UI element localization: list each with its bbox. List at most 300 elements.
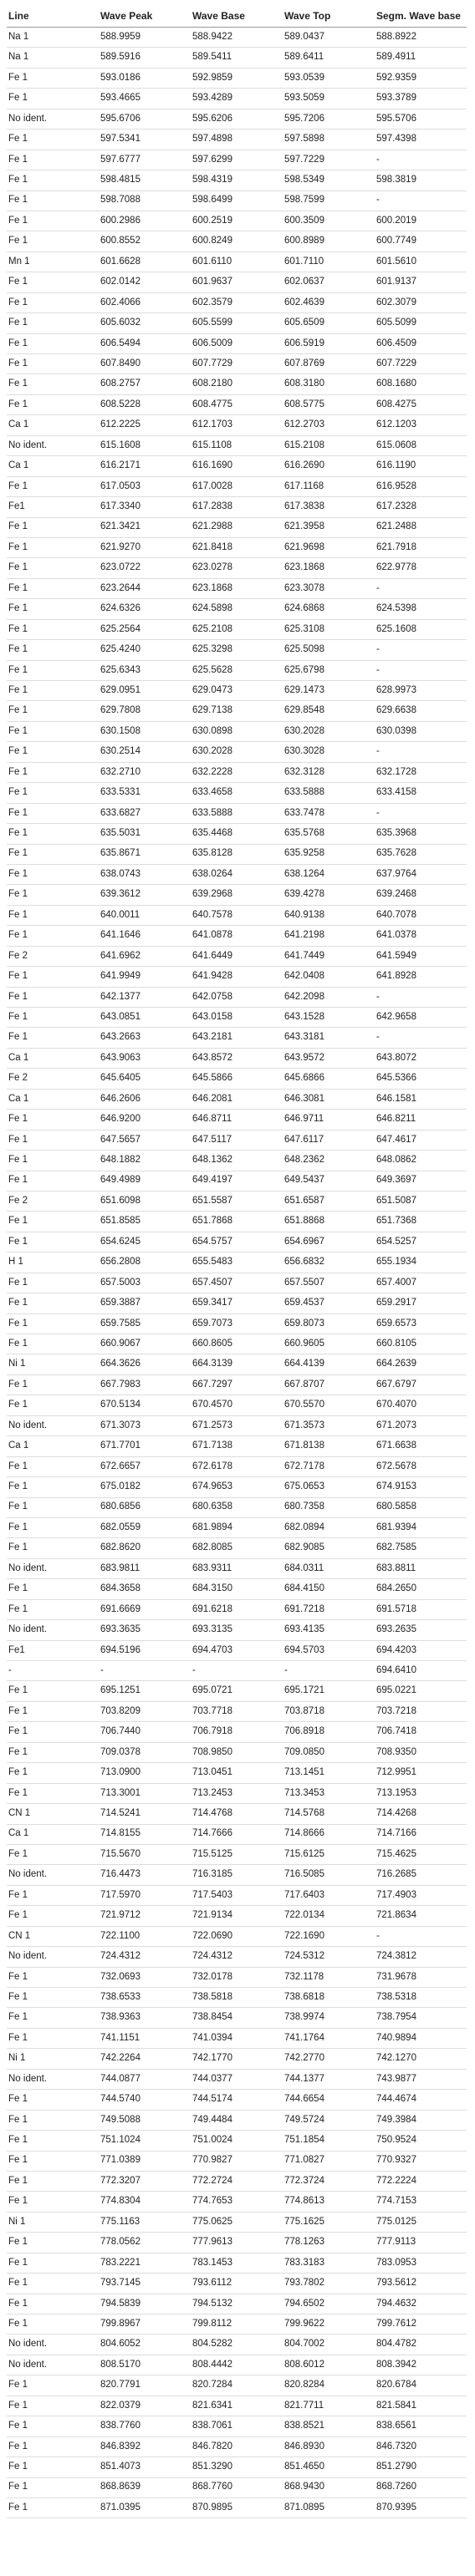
cell-wave-peak: 709.0378 xyxy=(99,1742,191,1762)
column-header-wave-peak: Wave Peak xyxy=(99,5,191,28)
table-row xyxy=(7,272,467,292)
cell-wave-peak: 647.5657 xyxy=(99,1130,191,1150)
cell-line: Fe 1 xyxy=(7,1681,99,1701)
cell-wave-top: 799.9622 xyxy=(283,2314,375,2335)
cell-wave-peak: 671.3073 xyxy=(99,1415,191,1435)
cell-wave-peak: 775.1163 xyxy=(99,2212,191,2232)
cell-wave-peak: 641.6962 xyxy=(99,946,191,966)
cell-line: Fe 1 xyxy=(7,1477,99,1497)
cell-line: Ni 1 xyxy=(7,1354,99,1374)
cell-wave-top: 605.6509 xyxy=(283,313,375,333)
cell-wave-top: 706.8918 xyxy=(283,1722,375,1742)
cell-wave-base: 654.5757 xyxy=(191,1232,283,1252)
cell-wave-peak: 670.5134 xyxy=(99,1395,191,1415)
cell-wave-peak: 621.9270 xyxy=(99,537,191,557)
table-row xyxy=(7,109,467,129)
cell-segm-wave-base: 645.5366 xyxy=(375,1069,467,1089)
cell-segm-wave-base: 605.5099 xyxy=(375,313,467,333)
cell-line: Fe 1 xyxy=(7,967,99,987)
cell-segm-wave-base: 846.7320 xyxy=(375,2436,467,2457)
cell-wave-top: 635.5768 xyxy=(283,824,375,844)
cell-line: Fe 1 xyxy=(7,333,99,353)
cell-line: Mn 1 xyxy=(7,252,99,272)
cell-wave-top: 646.3081 xyxy=(283,1089,375,1109)
table-row xyxy=(7,435,467,455)
cell-wave-base: 630.2028 xyxy=(191,742,283,762)
cell-wave-base: 670.4570 xyxy=(191,1395,283,1415)
table-row xyxy=(7,1517,467,1537)
cell-wave-top: 617.3838 xyxy=(283,497,375,517)
cell-wave-base: 600.2519 xyxy=(191,211,283,231)
cell-line: Fe 1 xyxy=(7,2151,99,2171)
cell-wave-base: 621.8418 xyxy=(191,537,283,557)
cell-segm-wave-base: 612.1203 xyxy=(375,415,467,435)
cell-wave-base: 629.7138 xyxy=(191,701,283,721)
cell-wave-peak: 638.0743 xyxy=(99,864,191,884)
cell-wave-base: 595.6206 xyxy=(191,109,283,129)
cell-wave-base: 724.4312 xyxy=(191,1947,283,1967)
cell-wave-base: 846.7820 xyxy=(191,2436,283,2457)
cell-line: Fe 1 xyxy=(7,1273,99,1293)
cell-wave-peak: 643.0851 xyxy=(99,1008,191,1028)
cell-wave-base: 647.5117 xyxy=(191,1130,283,1150)
cell-wave-base: 629.0473 xyxy=(191,681,283,701)
cell-wave-base: 659.7073 xyxy=(191,1313,283,1334)
table-row xyxy=(7,191,467,211)
cell-segm-wave-base: 671.2073 xyxy=(375,1415,467,1435)
cell-segm-wave-base: 793.5612 xyxy=(375,2274,467,2294)
cell-wave-peak: 629.0951 xyxy=(99,681,191,701)
cell-segm-wave-base: - xyxy=(375,150,467,170)
cell-wave-top: 695.1721 xyxy=(283,1681,375,1701)
cell-wave-top: 641.2198 xyxy=(283,926,375,946)
cell-wave-peak: 868.8639 xyxy=(99,2477,191,2497)
cell-wave-base: 799.8112 xyxy=(191,2314,283,2335)
table-row xyxy=(7,660,467,680)
cell-wave-peak: 605.6032 xyxy=(99,313,191,333)
cell-line: Fe 1 xyxy=(7,701,99,721)
table-row xyxy=(7,456,467,476)
cell-segm-wave-base: 821.5841 xyxy=(375,2396,467,2416)
table-row xyxy=(7,1334,467,1354)
cell-line: Fe 1 xyxy=(7,762,99,782)
cell-wave-base: 593.4289 xyxy=(191,89,283,109)
cell-wave-top: 868.9430 xyxy=(283,2477,375,2497)
cell-wave-top: 612.2703 xyxy=(283,415,375,435)
cell-wave-top: 771.0827 xyxy=(283,2151,375,2171)
cell-wave-base: 870.9895 xyxy=(191,2497,283,2518)
cell-wave-top: 638.1264 xyxy=(283,864,375,884)
table-row xyxy=(7,150,467,170)
cell-segm-wave-base: 717.4903 xyxy=(375,1885,467,1905)
cell-wave-top: 643.9572 xyxy=(283,1048,375,1068)
table-row xyxy=(7,1497,467,1517)
cell-segm-wave-base: 716.2685 xyxy=(375,1865,467,1885)
cell-segm-wave-base: 641.5949 xyxy=(375,946,467,966)
cell-wave-top: 774.8613 xyxy=(283,2192,375,2212)
cell-wave-peak: 597.6777 xyxy=(99,150,191,170)
cell-wave-peak: 588.9959 xyxy=(99,28,191,48)
cell-segm-wave-base: 703.7218 xyxy=(375,1701,467,1721)
cell-segm-wave-base: 731.9678 xyxy=(375,1967,467,1987)
cell-wave-top: 851.4650 xyxy=(283,2457,375,2477)
column-header-wave-top: Wave Top xyxy=(283,5,375,28)
cell-segm-wave-base: 628.9973 xyxy=(375,681,467,701)
table-row xyxy=(7,2028,467,2048)
cell-wave-top: 682.9085 xyxy=(283,1538,375,1558)
cell-wave-base: 625.3298 xyxy=(191,640,283,660)
cell-wave-peak: 695.1251 xyxy=(99,1681,191,1701)
cell-wave-base: 642.0758 xyxy=(191,987,283,1007)
table-row xyxy=(7,885,467,905)
cell-line: No ident. xyxy=(7,435,99,455)
cell-wave-peak: 706.7440 xyxy=(99,1722,191,1742)
cell-wave-base: 649.4197 xyxy=(191,1171,283,1191)
cell-segm-wave-base: 667.6797 xyxy=(375,1374,467,1395)
table-row xyxy=(7,1661,467,1681)
cell-segm-wave-base: 639.2468 xyxy=(375,885,467,905)
cell-wave-base: 744.0377 xyxy=(191,2069,283,2089)
cell-line: Fe 1 xyxy=(7,537,99,557)
cell-wave-peak: 682.0559 xyxy=(99,1517,191,1537)
cell-wave-base: 722.0690 xyxy=(191,1926,283,1946)
cell-wave-base: 641.0878 xyxy=(191,926,283,946)
cell-segm-wave-base: 654.5257 xyxy=(375,1232,467,1252)
cell-segm-wave-base: 630.0398 xyxy=(375,721,467,741)
cell-line: Fe 1 xyxy=(7,2436,99,2457)
cell-line: Fe 1 xyxy=(7,824,99,844)
table-row xyxy=(7,1456,467,1476)
cell-segm-wave-base: 820.6784 xyxy=(375,2375,467,2396)
cell-wave-top: 657.5507 xyxy=(283,1273,375,1293)
table-row xyxy=(7,1681,467,1701)
cell-line: Na 1 xyxy=(7,28,99,48)
cell-segm-wave-base: 683.8811 xyxy=(375,1558,467,1578)
cell-wave-base: 751.0024 xyxy=(191,2131,283,2151)
cell-wave-top: 838.8521 xyxy=(283,2416,375,2436)
cell-line: Fe 1 xyxy=(7,1130,99,1150)
cell-line: Fe 1 xyxy=(7,1763,99,1783)
cell-line: No ident. xyxy=(7,1620,99,1640)
cell-line: Fe 1 xyxy=(7,1988,99,2008)
cell-line: Fe 1 xyxy=(7,130,99,150)
cell-segm-wave-base: 657.4007 xyxy=(375,1273,467,1293)
cell-segm-wave-base: - xyxy=(375,640,467,660)
cell-wave-peak: 714.8155 xyxy=(99,1824,191,1844)
cell-wave-top: 682.0894 xyxy=(283,1517,375,1537)
cell-wave-top: 793.7802 xyxy=(283,2274,375,2294)
cell-wave-top: 691.7218 xyxy=(283,1599,375,1619)
cell-wave-peak: 625.6343 xyxy=(99,660,191,680)
cell-wave-top: 738.9974 xyxy=(283,2008,375,2028)
cell-segm-wave-base: 641.8928 xyxy=(375,967,467,987)
cell-wave-peak: 682.8620 xyxy=(99,1538,191,1558)
cell-line: Fe 1 xyxy=(7,517,99,537)
table-row xyxy=(7,2171,467,2191)
cell-segm-wave-base: 601.5610 xyxy=(375,252,467,272)
cell-segm-wave-base: 601.9137 xyxy=(375,272,467,292)
cell-wave-base: 749.4484 xyxy=(191,2110,283,2130)
column-header-wave-base: Wave Base xyxy=(191,5,283,28)
cell-segm-wave-base: 681.9394 xyxy=(375,1517,467,1537)
cell-wave-base: 659.3417 xyxy=(191,1293,283,1313)
cell-line: Fe 1 xyxy=(7,2233,99,2253)
cell-wave-top: 713.3453 xyxy=(283,1783,375,1803)
cell-line: Fe 1 xyxy=(7,1967,99,1987)
cell-wave-base: 600.8249 xyxy=(191,231,283,252)
cell-wave-peak: 600.2986 xyxy=(99,211,191,231)
table-row xyxy=(7,2457,467,2477)
table-row xyxy=(7,2335,467,2355)
cell-line: Fe 1 xyxy=(7,803,99,823)
table-row xyxy=(7,1232,467,1252)
cell-wave-peak: 602.0142 xyxy=(99,272,191,292)
table-row xyxy=(7,2355,467,2375)
cell-wave-top: 624.6868 xyxy=(283,599,375,619)
cell-wave-base: 717.5403 xyxy=(191,1885,283,1905)
cell-wave-top: 671.3573 xyxy=(283,1415,375,1435)
cell-wave-base: 601.6110 xyxy=(191,252,283,272)
cell-wave-peak: 713.3001 xyxy=(99,1783,191,1803)
cell-segm-wave-base: 637.9764 xyxy=(375,864,467,884)
table-row xyxy=(7,619,467,639)
table-row xyxy=(7,558,467,578)
table-row xyxy=(7,2151,467,2171)
cell-line: Fe 1 xyxy=(7,211,99,231)
cell-wave-base: 632.2228 xyxy=(191,762,283,782)
cell-segm-wave-base: 749.3984 xyxy=(375,2110,467,2130)
cell-wave-top: 660.9605 xyxy=(283,1334,375,1354)
cell-wave-peak: 617.0503 xyxy=(99,476,191,496)
cell-segm-wave-base: 651.7368 xyxy=(375,1212,467,1232)
cell-line: Fe 1 xyxy=(7,2131,99,2151)
cell-wave-base: 691.6218 xyxy=(191,1599,283,1619)
cell-line: Fe 1 xyxy=(7,1742,99,1762)
cell-segm-wave-base: 772.2224 xyxy=(375,2171,467,2191)
cell-wave-peak: 648.1882 xyxy=(99,1151,191,1171)
table-row xyxy=(7,130,467,150)
cell-wave-top: 651.8868 xyxy=(283,1212,375,1232)
table-row xyxy=(7,2090,467,2110)
cell-wave-peak: 846.8392 xyxy=(99,2436,191,2457)
table-row xyxy=(7,2233,467,2253)
cell-segm-wave-base: 600.7749 xyxy=(375,231,467,252)
cell-wave-base: 851.3290 xyxy=(191,2457,283,2477)
table-row xyxy=(7,354,467,374)
cell-wave-base: 605.5599 xyxy=(191,313,283,333)
cell-wave-base: 775.0625 xyxy=(191,2212,283,2232)
cell-wave-base: 624.5898 xyxy=(191,599,283,619)
cell-wave-top: 714.8666 xyxy=(283,1824,375,1844)
cell-wave-peak: 716.4473 xyxy=(99,1865,191,1885)
cell-wave-top: 623.3078 xyxy=(283,578,375,598)
cell-wave-peak: 630.2514 xyxy=(99,742,191,762)
table-row xyxy=(7,762,467,782)
cell-wave-base: 623.1868 xyxy=(191,578,283,598)
cell-wave-peak: 742.2264 xyxy=(99,2049,191,2069)
cell-segm-wave-base: 783.0953 xyxy=(375,2253,467,2273)
cell-wave-top: 744.1377 xyxy=(283,2069,375,2089)
cell-wave-top: 639.4278 xyxy=(283,885,375,905)
cell-segm-wave-base: 674.9153 xyxy=(375,1477,467,1497)
spectral-lines-table xyxy=(7,5,467,2518)
table-row xyxy=(7,864,467,884)
cell-segm-wave-base: 680.5858 xyxy=(375,1497,467,1517)
cell-line: Fe 1 xyxy=(7,374,99,394)
cell-wave-peak: 651.6098 xyxy=(99,1191,191,1211)
cell-wave-top: 651.6587 xyxy=(283,1191,375,1211)
cell-wave-base: 683.9311 xyxy=(191,1558,283,1578)
cell-wave-base: 633.4658 xyxy=(191,783,283,803)
cell-segm-wave-base: 616.9528 xyxy=(375,476,467,496)
cell-line: Fe 1 xyxy=(7,2171,99,2191)
table-row xyxy=(7,2436,467,2457)
cell-wave-top: 632.3128 xyxy=(283,762,375,782)
table-row xyxy=(7,721,467,741)
cell-segm-wave-base: 794.4632 xyxy=(375,2294,467,2314)
cell-line: Fe 1 xyxy=(7,1232,99,1252)
cell-segm-wave-base: 633.4158 xyxy=(375,783,467,803)
cell-line: Fe 1 xyxy=(7,926,99,946)
cell-line: No ident. xyxy=(7,1947,99,1967)
cell-wave-base: 598.4319 xyxy=(191,170,283,191)
cell-segm-wave-base: 808.3942 xyxy=(375,2355,467,2375)
cell-line: Fe 1 xyxy=(7,1906,99,1926)
cell-wave-top: 615.2108 xyxy=(283,435,375,455)
cell-wave-base: 868.7760 xyxy=(191,2477,283,2497)
cell-line: Ca 1 xyxy=(7,1436,99,1456)
cell-line: Fe 1 xyxy=(7,1497,99,1517)
cell-wave-peak: 623.0722 xyxy=(99,558,191,578)
cell-wave-base: 645.5866 xyxy=(191,1069,283,1089)
cell-wave-peak: 749.5088 xyxy=(99,2110,191,2130)
cell-wave-top: 606.5919 xyxy=(283,333,375,353)
cell-wave-base: 646.8711 xyxy=(191,1110,283,1130)
cell-wave-base: 657.4507 xyxy=(191,1273,283,1293)
cell-wave-base: 651.7868 xyxy=(191,1212,283,1232)
cell-wave-base: 589.5411 xyxy=(191,48,283,68)
cell-segm-wave-base: 682.7585 xyxy=(375,1538,467,1558)
cell-segm-wave-base: 622.9778 xyxy=(375,558,467,578)
cell-segm-wave-base: 838.6561 xyxy=(375,2416,467,2436)
cell-wave-peak: 820.7791 xyxy=(99,2375,191,2396)
cell-wave-base: 695.0721 xyxy=(191,1681,283,1701)
cell-wave-peak: 693.3635 xyxy=(99,1620,191,1640)
cell-segm-wave-base: 664.2639 xyxy=(375,1354,467,1374)
cell-wave-top: 738.6818 xyxy=(283,1988,375,2008)
cell-line: Fe 1 xyxy=(7,640,99,660)
cell-line: Fe 1 xyxy=(7,1171,99,1191)
cell-wave-top: 640.9138 xyxy=(283,905,375,925)
cell-segm-wave-base: 738.7954 xyxy=(375,2008,467,2028)
cell-line: Fe 1 xyxy=(7,742,99,762)
table-row xyxy=(7,292,467,312)
cell-wave-top: 724.5312 xyxy=(283,1947,375,1967)
table-row xyxy=(7,1763,467,1783)
cell-segm-wave-base: 799.7612 xyxy=(375,2314,467,2335)
cell-wave-top: 654.6967 xyxy=(283,1232,375,1252)
cell-wave-base: 794.5132 xyxy=(191,2294,283,2314)
table-row xyxy=(7,599,467,619)
cell-wave-peak: 694.5196 xyxy=(99,1640,191,1660)
cell-wave-peak: 794.5839 xyxy=(99,2294,191,2314)
cell-wave-base: 774.7653 xyxy=(191,2192,283,2212)
cell-line: Fe 1 xyxy=(7,2396,99,2416)
cell-wave-top: 608.3180 xyxy=(283,374,375,394)
table-row xyxy=(7,1599,467,1619)
table-row xyxy=(7,1579,467,1599)
cell-wave-base: 744.5174 xyxy=(191,2090,283,2110)
cell-wave-base: 715.5125 xyxy=(191,1844,283,1864)
cell-line: Fe 1 xyxy=(7,2253,99,2273)
cell-line: Fe 1 xyxy=(7,864,99,884)
cell-segm-wave-base: 715.4625 xyxy=(375,1844,467,1864)
cell-segm-wave-base: 646.8211 xyxy=(375,1110,467,1130)
cell-line: Fe 1 xyxy=(7,68,99,88)
cell-wave-peak: 772.3207 xyxy=(99,2171,191,2191)
cell-wave-peak: 643.9063 xyxy=(99,1048,191,1068)
cell-segm-wave-base: 714.7166 xyxy=(375,1824,467,1844)
cell-line: Fe 1 xyxy=(7,292,99,312)
table-row xyxy=(7,681,467,701)
cell-wave-peak: 641.9949 xyxy=(99,967,191,987)
cell-line: Ni 1 xyxy=(7,2049,99,2069)
cell-wave-peak: 793.7145 xyxy=(99,2274,191,2294)
cell-segm-wave-base: 608.4275 xyxy=(375,394,467,414)
cell-line: Fe 1 xyxy=(7,1844,99,1864)
cell-wave-top: 693.4135 xyxy=(283,1620,375,1640)
cell-wave-base: 808.4442 xyxy=(191,2355,283,2375)
cell-wave-base: 672.6178 xyxy=(191,1456,283,1476)
cell-segm-wave-base: 774.7153 xyxy=(375,2192,467,2212)
cell-wave-top: 703.8718 xyxy=(283,1701,375,1721)
cell-wave-top: 593.5059 xyxy=(283,89,375,109)
cell-wave-peak: 598.4815 xyxy=(99,170,191,191)
cell-wave-base: 608.2180 xyxy=(191,374,283,394)
cell-wave-base: 625.5628 xyxy=(191,660,283,680)
cell-wave-peak: 640.0011 xyxy=(99,905,191,925)
cell-wave-peak: 617.3340 xyxy=(99,497,191,517)
cell-wave-peak: 595.6706 xyxy=(99,109,191,129)
table-row xyxy=(7,2416,467,2436)
cell-segm-wave-base: 595.5706 xyxy=(375,109,467,129)
cell-wave-top: 715.6125 xyxy=(283,1844,375,1864)
table-row xyxy=(7,2314,467,2335)
cell-wave-peak: 838.7760 xyxy=(99,2416,191,2436)
cell-line: Fe 1 xyxy=(7,2477,99,2497)
cell-line: CN 1 xyxy=(7,1926,99,1946)
cell-wave-base: 641.9428 xyxy=(191,967,283,987)
cell-wave-top: 804.7002 xyxy=(283,2335,375,2355)
cell-wave-base: 684.3150 xyxy=(191,1579,283,1599)
cell-segm-wave-base: - xyxy=(375,742,467,762)
cell-wave-top: 633.7478 xyxy=(283,803,375,823)
cell-line: Ca 1 xyxy=(7,456,99,476)
cell-line: Fe 1 xyxy=(7,1599,99,1619)
cell-line: Fe 1 xyxy=(7,231,99,252)
cell-wave-peak: 630.1508 xyxy=(99,721,191,741)
table-row xyxy=(7,2212,467,2232)
cell-wave-top: 629.1473 xyxy=(283,681,375,701)
cell-line: Fe 1 xyxy=(7,2192,99,2212)
cell-wave-base: 664.3139 xyxy=(191,1354,283,1374)
cell-segm-wave-base: 868.7260 xyxy=(375,2477,467,2497)
cell-segm-wave-base: 721.8634 xyxy=(375,1906,467,1926)
cell-wave-peak: 606.5494 xyxy=(99,333,191,353)
cell-wave-peak: 751.1024 xyxy=(99,2131,191,2151)
cell-wave-base: 592.9859 xyxy=(191,68,283,88)
table-row xyxy=(7,394,467,414)
